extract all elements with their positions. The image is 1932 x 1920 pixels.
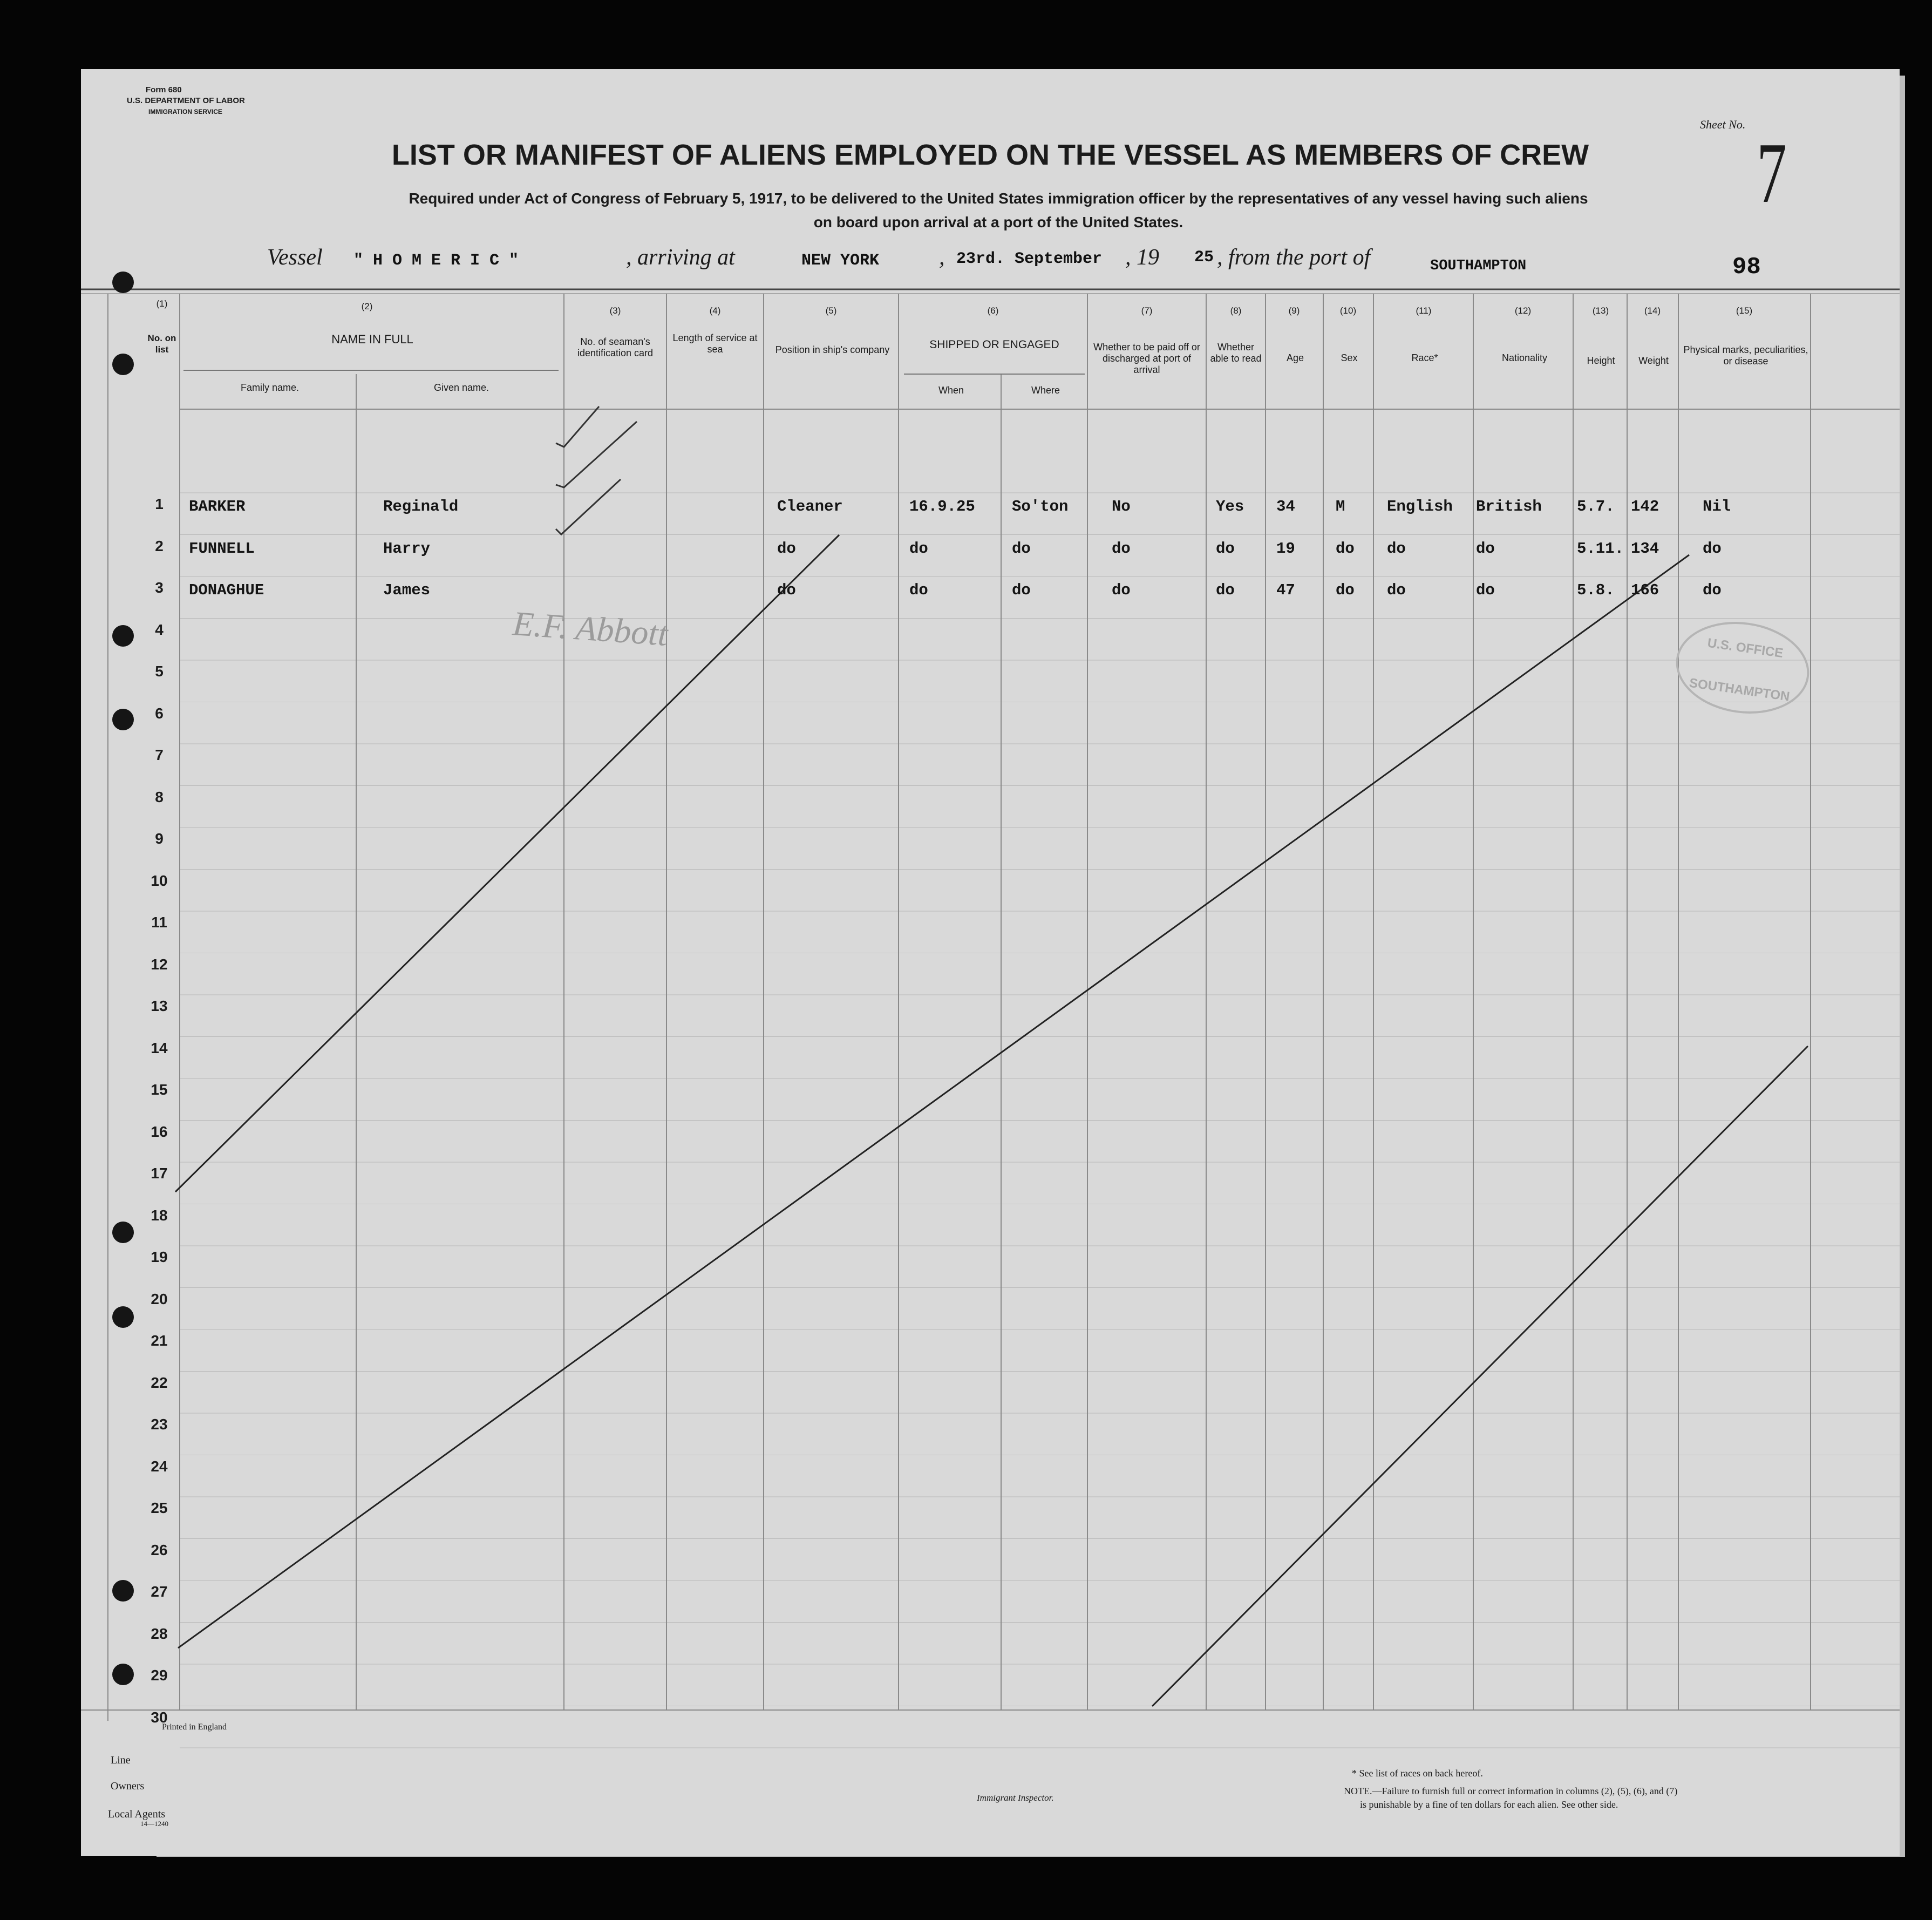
cell-sex: M [1336, 498, 1345, 515]
department: U.S. DEPARTMENT OF LABOR [127, 96, 245, 105]
header-name-in-full: NAME IN FULL [331, 333, 413, 346]
cell-weight: 166 [1631, 581, 1659, 599]
binder-hole [112, 625, 134, 647]
footer-owners: Owners [111, 1780, 145, 1792]
race-note: * See list of races on back hereof. [1352, 1768, 1483, 1779]
row-number: 4 [155, 621, 164, 638]
footer-line: Line [111, 1754, 131, 1766]
cell-given: Reginald [383, 498, 459, 515]
col-num-12: (12) [1514, 306, 1532, 316]
row-number: 28 [151, 1625, 168, 1642]
manifest-page [81, 69, 1900, 1856]
form-number: Form 680 [146, 85, 182, 94]
col-num-14: (14) [1644, 306, 1661, 316]
cell-height: 5.11. [1577, 539, 1624, 558]
cell-height: 5.7. [1577, 498, 1615, 515]
binder-hole [112, 354, 134, 375]
cell-when: do [909, 539, 928, 558]
col-num-9: (9) [1288, 306, 1300, 316]
vessel-label: Vessel [267, 245, 323, 270]
row-number: 11 [151, 914, 167, 931]
cell-race: do [1387, 581, 1406, 599]
cell-read: Yes [1216, 498, 1244, 515]
subtitle-line-2: on board upon arrival at a port of the United States. [813, 214, 1183, 230]
binder-hole [112, 1306, 134, 1328]
cell-family: BARKER [189, 498, 246, 515]
row-number: 20 [151, 1290, 168, 1307]
row-number: 24 [151, 1457, 168, 1475]
header-id-card: No. of seaman's identification card [577, 336, 654, 358]
row-number: 26 [151, 1541, 168, 1558]
header-age: Age [1286, 352, 1304, 363]
row-number: 22 [151, 1374, 168, 1391]
binder-hole [112, 1664, 134, 1685]
row-number: 5 [155, 663, 164, 680]
col-num-6: (6) [987, 306, 999, 316]
stamp-line-1: U.S. OFFICE [1706, 635, 1784, 661]
cell-nationality: do [1476, 539, 1495, 558]
inspector-label: Immigrant Inspector. [977, 1793, 1054, 1803]
header-shipped: SHIPPED OR ENGAGED [929, 338, 1059, 351]
note-line-1: NOTE.—Failure to furnish full or correct information in columns (2), (5), (6), and (7) [1344, 1786, 1678, 1796]
cell-when: do [909, 581, 928, 599]
cell-given: Harry [383, 539, 431, 558]
year-suffix: 25 [1194, 248, 1214, 267]
row-number: 25 [151, 1500, 168, 1516]
cell-family: FUNNELL [189, 539, 255, 558]
binder-hole [112, 709, 134, 730]
col-num-5: (5) [825, 306, 837, 316]
note-line-2: is punishable by a fine of ten dollars for each alien. See other side. [1360, 1799, 1618, 1810]
col-num-4: (4) [709, 306, 721, 316]
header-where: Where [1031, 385, 1060, 396]
cell-paid: No [1112, 498, 1131, 515]
cell-physical: do [1703, 539, 1722, 558]
header-weight: Weight [1638, 355, 1669, 366]
col-num-7: (7) [1141, 306, 1153, 316]
row-number: 18 [151, 1206, 168, 1224]
cell-height: 5.8. [1577, 581, 1615, 599]
col-num-15: (15) [1736, 306, 1753, 316]
row-number: 16 [151, 1123, 168, 1140]
header-able-read: Whether able to read [1210, 342, 1262, 364]
from-label: , from the port of [1217, 245, 1371, 270]
cell-physical: Nil [1703, 498, 1731, 515]
cell-when: 16.9.25 [909, 498, 975, 515]
date-comma: , [939, 245, 945, 270]
document-title: LIST OR MANIFEST OF ALIENS EMPLOYED ON THE VESSEL AS MEMBERS OF CREW [391, 139, 1589, 171]
cell-age: 34 [1276, 498, 1295, 515]
row-number: 29 [151, 1667, 168, 1684]
sheet-number: 7 [1757, 125, 1787, 221]
header-no-on-list: No. on list [147, 333, 176, 355]
header-position: Position in ship's company [775, 344, 890, 355]
inspector-signature: E.F. Abbott [511, 604, 669, 653]
cell-nationality: British [1476, 498, 1542, 515]
row-number: 2 [155, 537, 164, 554]
col-num-8: (8) [1230, 306, 1242, 316]
col-num-3: (3) [609, 306, 621, 316]
row-number: 30 [151, 1708, 168, 1726]
row-number: 8 [155, 788, 164, 805]
row-number: 1 [155, 496, 164, 512]
cell-read: do [1216, 539, 1235, 558]
row-number: 6 [155, 704, 164, 722]
cell-position: do [777, 539, 796, 558]
service: IMMIGRATION SERVICE [148, 108, 222, 116]
row-number: 10 [151, 872, 168, 889]
cell-physical: do [1703, 581, 1722, 599]
cell-paid: do [1112, 581, 1131, 599]
binder-hole [112, 272, 134, 293]
header-nationality: Nationality [1501, 352, 1548, 363]
row-number: 21 [151, 1332, 168, 1349]
row-number: 27 [151, 1583, 168, 1600]
header-sex: Sex [1341, 352, 1358, 363]
header-race: Race* [1411, 352, 1438, 363]
cell-sex: do [1336, 581, 1355, 599]
header-when: When [938, 385, 964, 396]
footer-agents: Local Agents [108, 1808, 166, 1820]
from-port: SOUTHAMPTON [1430, 258, 1527, 274]
header-height: Height [1587, 355, 1615, 366]
col-num-11: (11) [1416, 306, 1432, 316]
list-number: 98 [1732, 254, 1761, 281]
cell-age: 47 [1276, 581, 1295, 599]
cell-family: DONAGHUE [189, 581, 264, 599]
header-given-name: Given name. [433, 382, 489, 393]
header-physical: Physical marks, peculiarities, or disease [1683, 344, 1808, 367]
vessel-name: " H O M E R I C " [353, 252, 519, 270]
subtitle-line-1: Required under Act of Congress of February 5, 1917, to be delivered to the United States immigration officer by the representatives of any vessel having such aliens [409, 190, 1588, 207]
cell-race: English [1387, 498, 1453, 515]
cell-where: do [1012, 581, 1031, 599]
cell-read: do [1216, 581, 1235, 599]
cell-weight: 142 [1631, 498, 1659, 515]
cell-sex: do [1336, 539, 1355, 558]
cell-where: do [1012, 539, 1031, 558]
cell-weight: 134 [1631, 539, 1659, 558]
col-num-10: (10) [1339, 306, 1357, 316]
cell-age: 19 [1276, 539, 1295, 558]
footer-agents-code: 14—1240 [140, 1820, 168, 1828]
row-number: 9 [155, 830, 164, 847]
row-number: 15 [151, 1081, 168, 1098]
cell-position: Cleaner [777, 498, 843, 515]
col-num-13: (13) [1592, 306, 1609, 316]
row-number: 13 [151, 998, 168, 1014]
year-prefix: , 19 [1125, 245, 1159, 270]
cell-nationality: do [1476, 581, 1495, 599]
arrival-date: 23rd. September [956, 250, 1103, 268]
col-num-1: (1) [156, 298, 168, 309]
binder-hole [112, 1580, 134, 1602]
cell-paid: do [1112, 539, 1131, 558]
header-paid-off: Whether to be paid off or discharged at port of arrival [1093, 342, 1200, 375]
row-number: 23 [151, 1416, 168, 1433]
row-number: 12 [151, 955, 168, 973]
cell-where: So'ton [1012, 498, 1069, 515]
row-number: 7 [155, 747, 164, 763]
stamp-line-2: SOUTHAMPTON [1688, 675, 1791, 704]
header-length-service: Length of service at sea [672, 333, 758, 355]
sheet-label: Sheet No. [1700, 118, 1746, 131]
row-number: 19 [151, 1249, 168, 1265]
col-num-2: (2) [361, 301, 373, 311]
cell-given: James [383, 581, 431, 599]
row-number: 17 [151, 1165, 168, 1182]
row-number: 3 [155, 579, 164, 596]
row-number: 14 [151, 1039, 168, 1056]
cell-position: do [777, 581, 796, 599]
arriving-port: NEW YORK [801, 252, 880, 270]
arriving-label: , arriving at [626, 245, 735, 270]
printed-in: Printed in England [162, 1722, 227, 1732]
header-family-name: Family name. [240, 382, 300, 393]
cell-race: do [1387, 539, 1406, 558]
binder-hole [112, 1222, 134, 1243]
